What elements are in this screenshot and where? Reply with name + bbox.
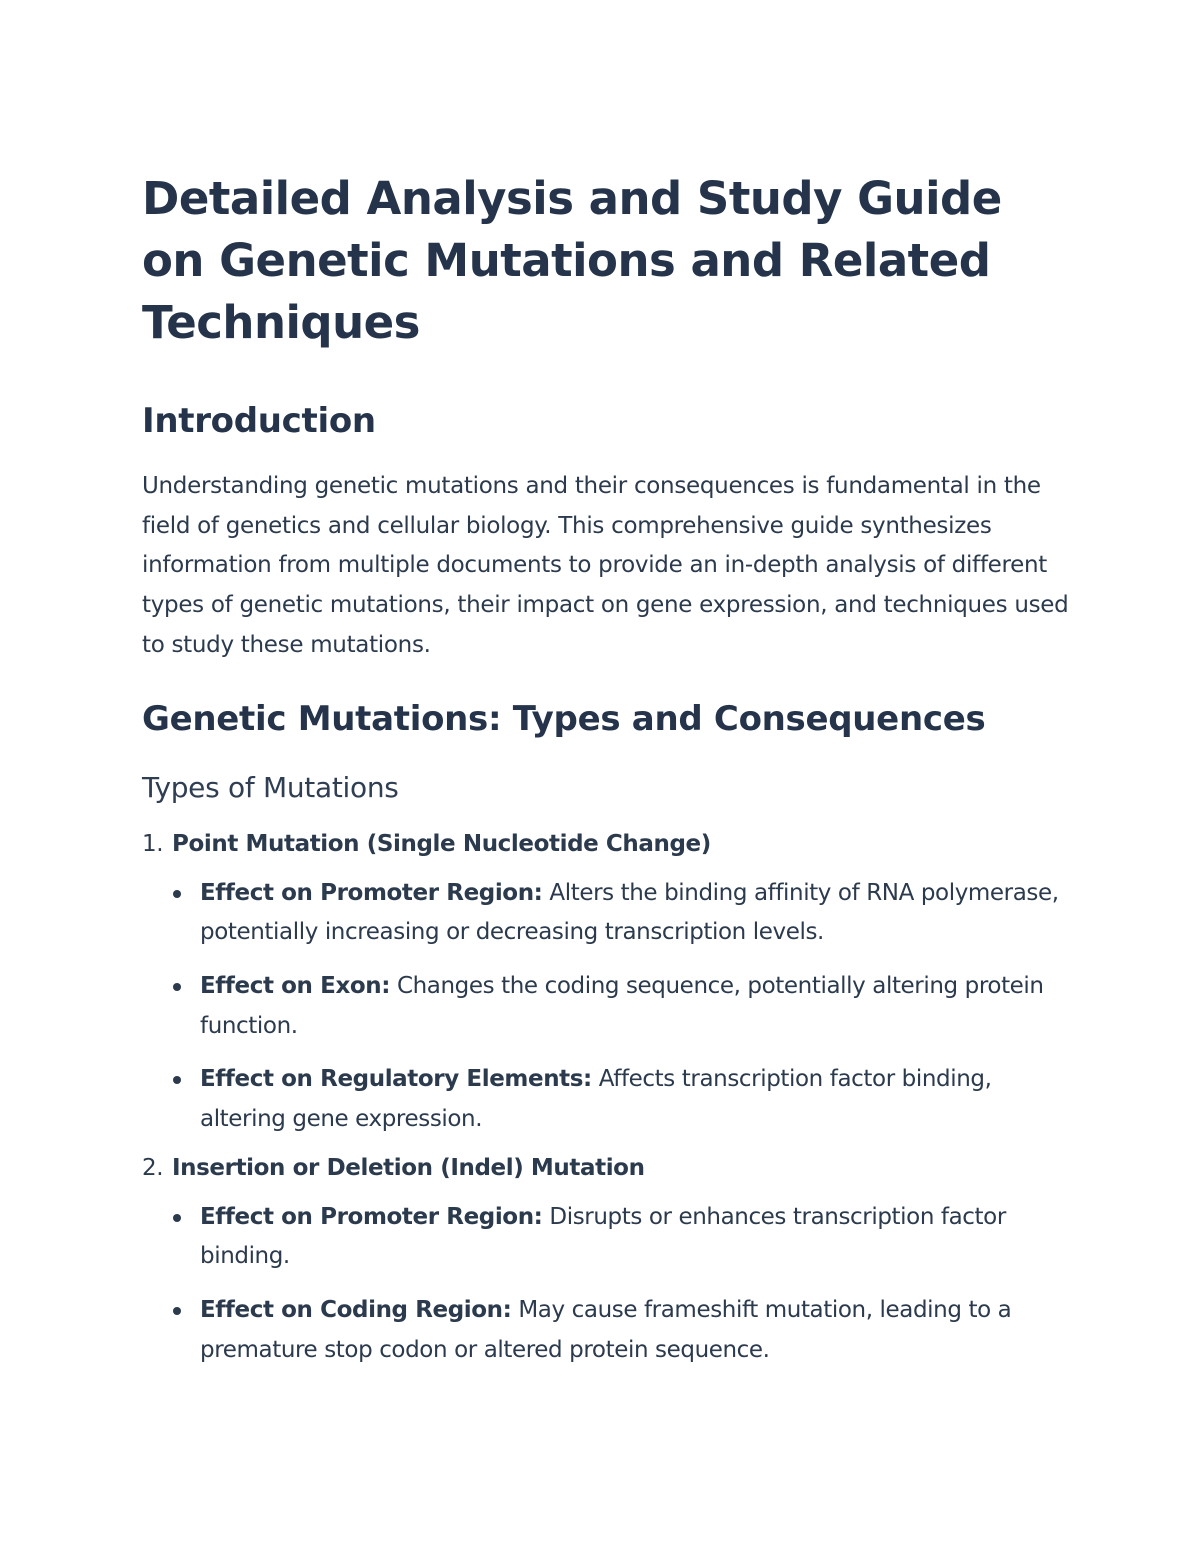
effect-text: Alters the binding affinity of RNA polymerase, potentially increasing or decreasing transcription levels. bbox=[200, 879, 1059, 946]
mutation-item-indel bbox=[142, 1150, 1072, 1371]
document-page bbox=[142, 168, 1072, 1371]
effects-list bbox=[142, 874, 1072, 1140]
list-item bbox=[200, 967, 1072, 1046]
section-heading: Genetic Mutations: Types and Consequences bbox=[142, 698, 986, 739]
section-subheading: Types of Mutations bbox=[142, 770, 399, 804]
effect-label: Effect on Exon: bbox=[200, 972, 391, 999]
mutation-title bbox=[142, 826, 1072, 862]
effect-text: Changes the coding sequence, potentially altering protein function. bbox=[200, 972, 1044, 1039]
list-item bbox=[200, 1291, 1072, 1370]
bullet-icon bbox=[173, 1076, 181, 1084]
effect-label: Effect on Promoter Region: bbox=[200, 879, 543, 906]
effects-list bbox=[142, 1198, 1072, 1371]
effect-text: May cause frameshift mutation, leading to a premature stop codon or altered protein sequence. bbox=[200, 1297, 1012, 1363]
effect-label: Effect on Coding Region: bbox=[200, 1297, 512, 1324]
list-item bbox=[200, 1198, 1072, 1277]
document-title: Detailed Analysis and Study Guide on Genetic Mutations and Related Techniques bbox=[142, 172, 1002, 349]
list-item bbox=[200, 874, 1072, 953]
introduction-paragraph: Understanding genetic mutations and their consequences is fundamental in the field of genetics and cellular biology. This comprehensive guide synthesizes information from multiple documents to provide an in-depth analysis of different types of genetic mutations, their impact on gene expression, and techniques used to study these mutations. bbox=[142, 473, 1069, 658]
mutation-number: 2. bbox=[142, 1154, 164, 1181]
effect-text: Affects transcription factor binding, altering gene expression. bbox=[200, 1066, 992, 1133]
bullet-icon bbox=[173, 1307, 181, 1315]
bullet-icon bbox=[173, 890, 181, 898]
mutation-title bbox=[142, 1150, 1072, 1186]
introduction-heading: Introduction bbox=[142, 401, 376, 441]
effect-label: Effect on Regulatory Elements: bbox=[200, 1066, 592, 1093]
list-item bbox=[200, 1060, 1072, 1139]
mutation-item-point bbox=[142, 826, 1072, 1140]
effect-text: Disrupts or enhances transcription factor binding. bbox=[200, 1203, 1006, 1270]
mutation-title-text: Point Mutation (Single Nucleotide Change) bbox=[172, 830, 711, 857]
bullet-icon bbox=[173, 983, 181, 991]
mutation-number: 1. bbox=[142, 830, 164, 857]
bullet-icon bbox=[173, 1214, 181, 1222]
mutation-title-text: Insertion or Deletion (Indel) Mutation bbox=[172, 1154, 645, 1181]
effect-label: Effect on Promoter Region: bbox=[200, 1203, 543, 1230]
